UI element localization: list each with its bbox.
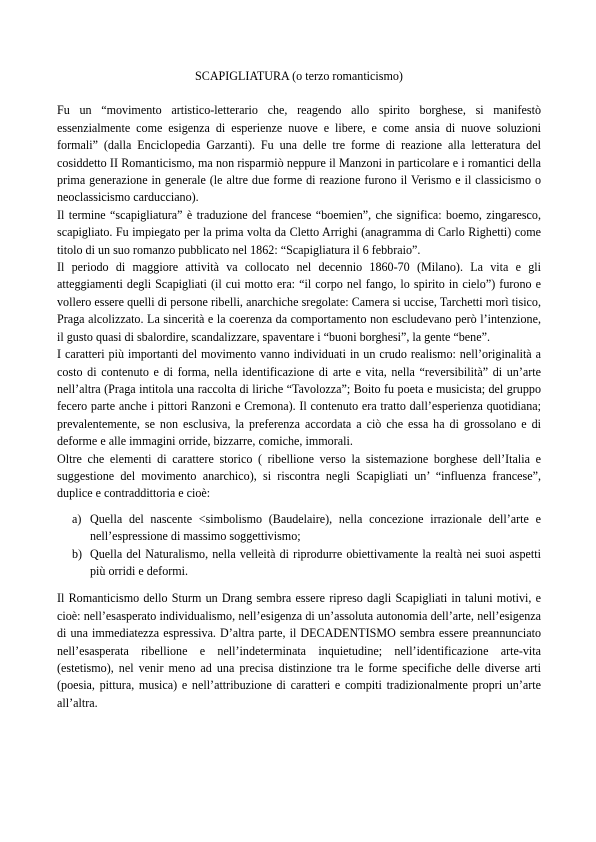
paragraph-conclusion: Il Romanticismo dello Sturm un Drang sembra essere ripreso dagli Scapigliati in taluni motivi, e cioè: nell’esasperato individualismo, nell’esigenza di un’assoluta autonomia dell’arte, nell’esigenza di una immediatezza espressiva. D’altra parte, il DECADENTISMO sembra essere preannunciato nell’esasperata ribellione e nell’indeterminata inquietudine; nell’identificazione arte-vita (estetismo), nel venir meno ad una precisa distinzione tra le forme specifiche delle diverse arti (poesia, pittura, musica) e nell’attribuzione di caratteri e compiti tradizionalmente propri un’arte all’altra. — [57, 591, 541, 710]
list-marker: a) — [72, 511, 82, 526]
list-marker: b) — [72, 546, 83, 561]
list-item — [57, 511, 541, 546]
paragraph-term: Il termine “scapigliatura” è traduzione del francese “boemien”, che significa: boemo, zingaresco, scapigliato. Fu impiegato per la prima volta da Cletto Arrighi (anagramma di Carlo Righetti) come titolo di un suo romanzo pubblicato nel 1862: “Scapigliatura il 6 febbraio”. — [57, 207, 541, 257]
influence-list — [57, 511, 541, 581]
list-item-text: Quella del nascente <simbolismo (Baudelaire), nella concezione irrazionale dell’arte e nell’espressione di massimo soggettivismo; — [90, 511, 541, 544]
paragraph-period: Il periodo di maggiore attività va collocato nel decennio 1860-70 (Milano). La vita e gli atteggiamenti degli Scapigliati (il cui motto era: “il corpo nel fango, lo spirito in cielo”) furono e vollero essere quelli di persone ribelli, anarchiche sregolate: Camera si uccise, Tarchetti morì tisico, Praga alcolizzato. La sincerità e la coerenza da comportamento non escludevano però l’intenzione, il gusto quasi di sbalordire, scandalizzare, spaventare i “buoni borghesi”, la gente “bene”. — [57, 260, 541, 344]
list-item — [57, 546, 541, 581]
document-page — [57, 68, 541, 712]
document-title: SCAPIGLIATURA (o terzo romanticismo) — [195, 69, 403, 83]
paragraph-influence: Oltre che elementi di carattere storico ( ribellione verso la sistemazione borghese dell’Italia e suggestione del movimento anarchico), si riscontra negli Scapigliati un’ “influenza francese”, duplice e contraddittoria e cioè: — [57, 451, 541, 501]
list-item-text: Quella del Naturalismo, nella velleità di riprodurre obiettivamente la realtà nei suoi aspetti più orridi e deformi. — [90, 546, 541, 578]
paragraph-characteristics: I caratteri più importanti del movimento vanno individuati in un crudo realismo: nell’originalità a costo di contenuto e di forma, nella identificazione di arte e vita, nella “reversibilità” di un’arte nell’altra (Praga intitola una raccolta di liriche “Tavolozza”; Boito fu poeta e musicista; del gruppo fecero parte anche i pittori Ranzoni e Cremona). Il contenuto era tratto dall’esperienza quotidiana; prevalentemente, se non esclusiva, la preferenza accordata a ciò che essa ha di grossolano e di deforme e alle immagini orride, bizzarre, comiche, immorali. — [57, 347, 541, 449]
paragraph-intro: Fu un “movimento artistico-letterario che, reagendo allo spirito borghese, si manifestò essenzialmente come esigenza di esperienze nuove e libere, e come ansia di nuove soluzioni formali” (dalla Enciclopedia Garzanti). Fu una delle tre forme di reazione alla letteratura del cosiddetto II Romanticismo, ma non risparmiò neppure il Manzoni in particolare e i romantici della prima generazione in generale (le altre due forme di reazione furono il Verismo e il classicismo o neoclassicismo carducciano). — [57, 103, 541, 205]
